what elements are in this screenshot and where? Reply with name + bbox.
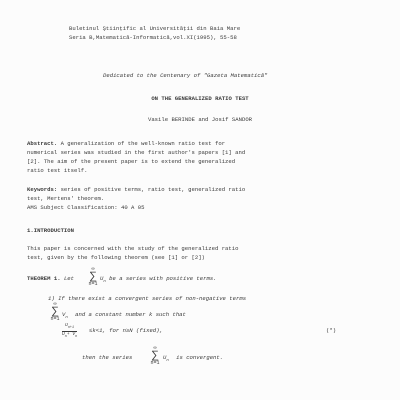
inequality-line (89, 327, 163, 334)
inequality: ≤k<1, (89, 327, 106, 334)
abstract-line-3: [2]. The aim of the present paper is to extend the generalized (27, 158, 236, 165)
equation-tag: (*) (326, 327, 337, 334)
theorem-series-tail: be a series with positive terms. (109, 275, 217, 282)
sigma-v-symbol: ∑ (51, 306, 59, 318)
ratio-fraction (62, 323, 77, 341)
theorem-series-line (100, 275, 217, 286)
sigma-top: ∞ (91, 266, 95, 272)
term-u-conv: U (163, 354, 167, 361)
sigma-conv-top: ∞ (153, 345, 157, 351)
abstract-line-1 (27, 140, 225, 147)
journal-header-line-2: Seria B,Matematică-Informatică,vol.XI(1995), 55-58 (69, 34, 237, 41)
constant-line (62, 311, 186, 322)
keywords-text-1: series of positive terms, ratio test, generalized ratio (57, 186, 246, 193)
intro-line-1: This paper is concerned with the study of the generalized ratio (27, 245, 239, 252)
term-u-sub: n (103, 280, 106, 285)
section-heading-introduction: 1.INTRODUCTION (27, 227, 74, 234)
item-1-line: 1) If there exist a convergent series of non-negative terms (48, 295, 247, 302)
abstract-line-2: numerical series was studied in the first author's papers [1] and (27, 149, 246, 156)
abstract-label: Abstract. (27, 140, 58, 147)
keywords-line-1 (27, 186, 245, 193)
sigma-conv (149, 346, 161, 366)
dedication: Dedicated to the Centenary of "Gazeta Matematică" (103, 72, 268, 79)
convergent-text: is convergent. (176, 354, 224, 361)
theorem-line (27, 275, 74, 282)
paper-title: ON THE GENERALIZED RATIO TEST (151, 95, 249, 102)
sigma-v (49, 302, 61, 322)
convergent-line (163, 354, 223, 365)
theorem-let: Let (63, 275, 75, 282)
sigma-conv-symbol: ∑ (151, 350, 159, 362)
sigma-v-top: ∞ (53, 301, 57, 307)
intro-line-2: test, given by the following theorem (see [1] or [2]) (27, 254, 205, 261)
term-v: V (62, 311, 66, 318)
keywords-label: Keywords: (27, 186, 58, 193)
sigma-v-bottom: n=1 (50, 316, 60, 322)
ams-classification: AMS Subject Classification: 40 A 05 (27, 204, 145, 211)
abstract-text-1: A generalization of the well-known ratio test for (57, 140, 226, 147)
theorem-sigma (87, 267, 99, 287)
then-series-text: then the series (82, 354, 133, 361)
journal-header-line-1: Buletinul Ştiinţific al Universităţii din Baia Mare (69, 25, 241, 32)
theorem-label: THEOREM 1. (27, 275, 61, 282)
authors: Vasile BERINDE and Josif SANDOR (147, 116, 253, 123)
term-v-sub: n (65, 316, 68, 321)
term-u-conv-sub: n (166, 359, 169, 364)
inequality-tail: for n≥N (fixed), (109, 327, 163, 334)
abstract-line-4: ratio test itself. (27, 167, 88, 174)
sigma-symbol: ∑ (89, 271, 97, 283)
constant-text: and a constant number k such that (75, 311, 186, 318)
sigma-conv-bottom: n=1 (150, 360, 160, 366)
fraction-numerator: $U_{n+1}$ (62, 323, 77, 332)
term-u: U (100, 275, 104, 282)
sigma-bottom: n=1 (88, 281, 98, 287)
keywords-line-2: test, Mertens' theorem. (27, 195, 105, 202)
fraction-denominator: $U_n+ V_n$ (62, 332, 78, 340)
